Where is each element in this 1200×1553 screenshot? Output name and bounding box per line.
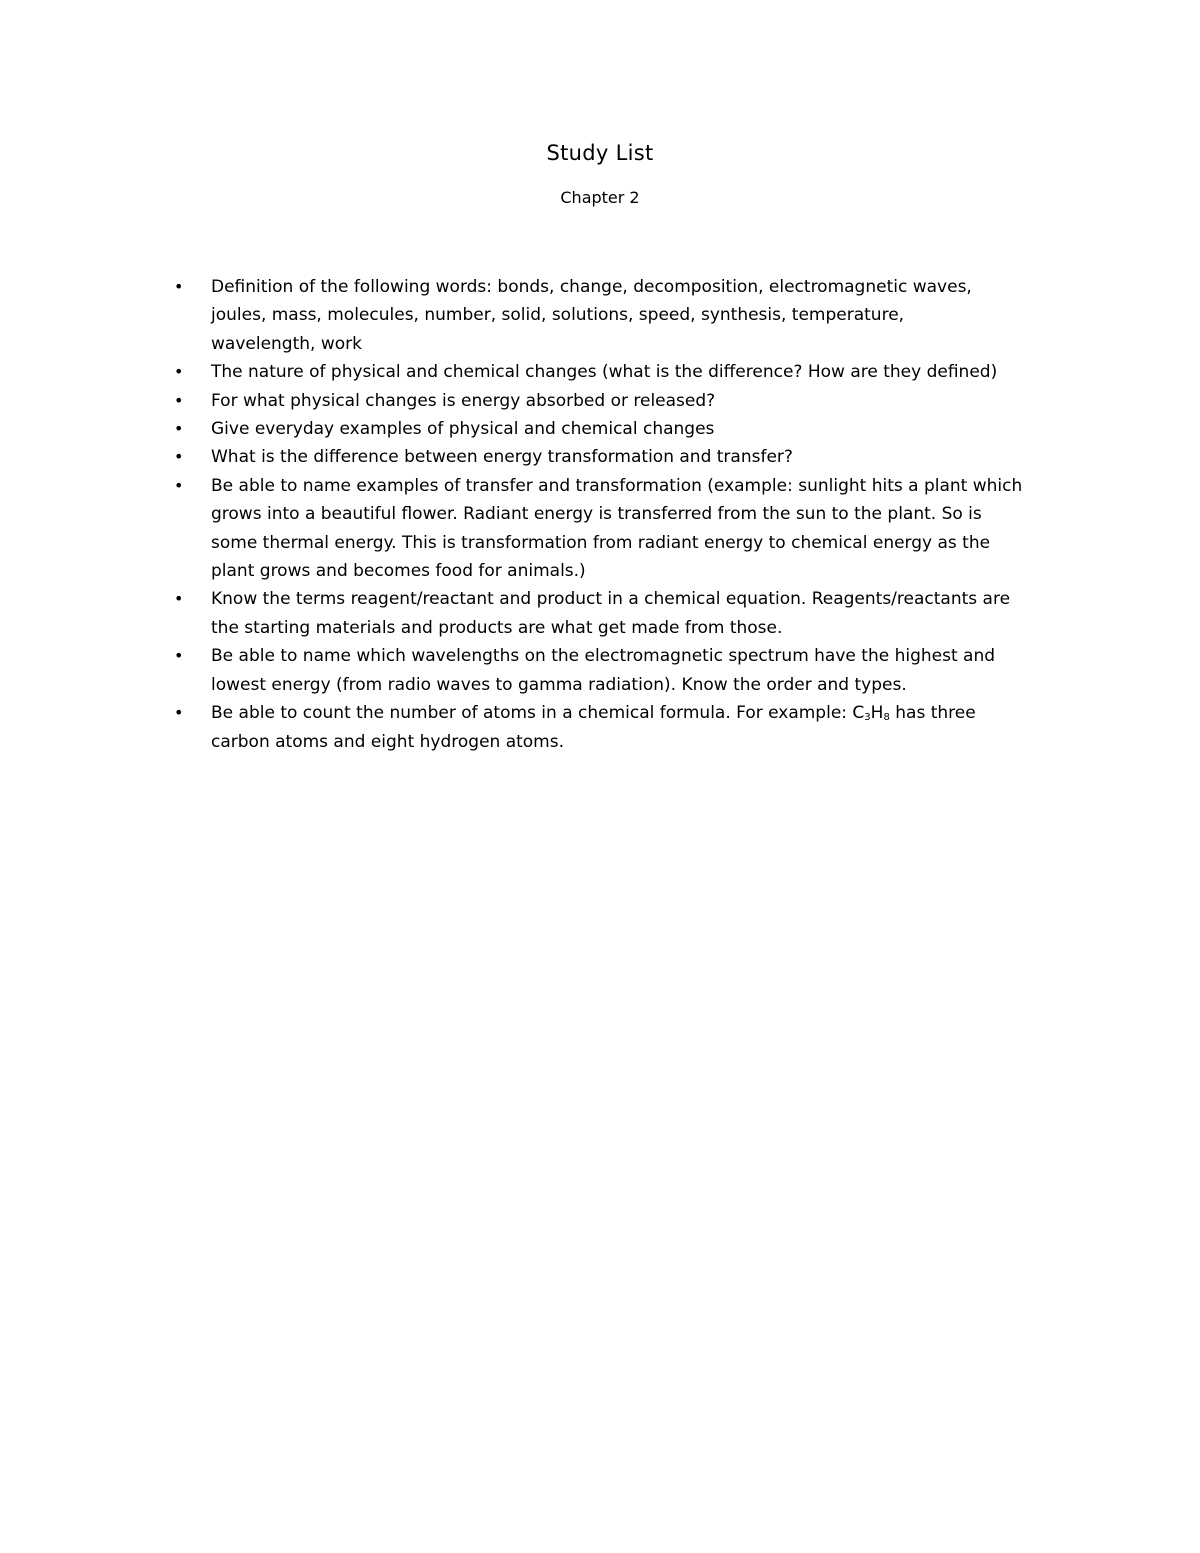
list-item-line: grows into a beautiful flower. Radiant energy is transferred from the sun to the plant. So is <box>211 504 982 525</box>
bullet-icon: • <box>174 447 184 467</box>
list-item <box>172 472 1052 586</box>
bullet-icon: • <box>174 475 184 495</box>
list-item-line: Definition of the following words: bonds, change, decomposition, electromagnetic waves, <box>211 277 972 297</box>
list-item-line: plant grows and becomes food for animals.) <box>211 561 586 582</box>
list-item-line: Be able to name which wavelengths on the electromagnetic spectrum have the highest and <box>211 646 996 667</box>
list-item <box>172 585 1052 642</box>
page-title: Study List <box>546 141 654 165</box>
list-item-line: joules, mass, molecules, number, solid, solutions, speed, synthesis, temperature, <box>211 305 905 326</box>
bullet-icon: • <box>174 703 184 723</box>
list-item <box>172 387 1052 415</box>
formula-subscript-carbon: 3 <box>864 712 871 724</box>
list-item <box>172 415 1052 443</box>
page-subtitle: Chapter 2 <box>560 188 640 207</box>
list-item-line: lowest energy (from radio waves to gamma radiation). Know the order and types. <box>211 674 907 695</box>
list-item-line: What is the difference between energy transformation and transfer? <box>211 447 793 468</box>
bullet-icon: • <box>174 390 184 410</box>
bullet-icon: • <box>174 589 184 609</box>
bullet-icon: • <box>174 646 184 666</box>
list-item-line: Be able to name examples of transfer and transformation (example: sunlight hits a plant which <box>211 475 1023 496</box>
list-item <box>172 699 1052 756</box>
bullet-icon: • <box>174 277 184 296</box>
list-item <box>172 443 1052 471</box>
list-item-line-formula <box>211 699 1052 727</box>
list-item-line: Know the terms reagent/reactant and product in a chemical equation. Reagents/reactants are <box>211 589 1011 610</box>
bullet-icon: • <box>174 419 184 439</box>
list-item-line: The nature of physical and chemical changes (what is the difference? How are they defined) <box>211 362 998 383</box>
list-item <box>172 273 1052 358</box>
list-item-line: carbon atoms and eight hydrogen atoms. <box>211 731 565 752</box>
formula-trail-text: has three <box>889 703 976 724</box>
formula-element-carbon: C <box>852 703 865 724</box>
list-item <box>172 358 1052 386</box>
list-item-line: some thermal energy. This is transformation from radiant energy to chemical energy as the <box>211 532 991 553</box>
list-item-line: the starting materials and products are what get made from those. <box>211 617 783 638</box>
list-item-line: wavelength, work <box>211 333 362 354</box>
list-item <box>172 642 1052 699</box>
study-list <box>172 273 1052 756</box>
formula-subscript-hydrogen: 8 <box>883 712 890 724</box>
formula-lead-text: Be able to count the number of atoms in a chemical formula. For example: <box>211 703 853 724</box>
list-item-line: Give everyday examples of physical and chemical changes <box>211 419 715 440</box>
formula-element-hydrogen: H <box>870 703 884 724</box>
list-item-line: For what physical changes is energy absorbed or released? <box>211 390 716 411</box>
bullet-icon: • <box>174 362 184 382</box>
